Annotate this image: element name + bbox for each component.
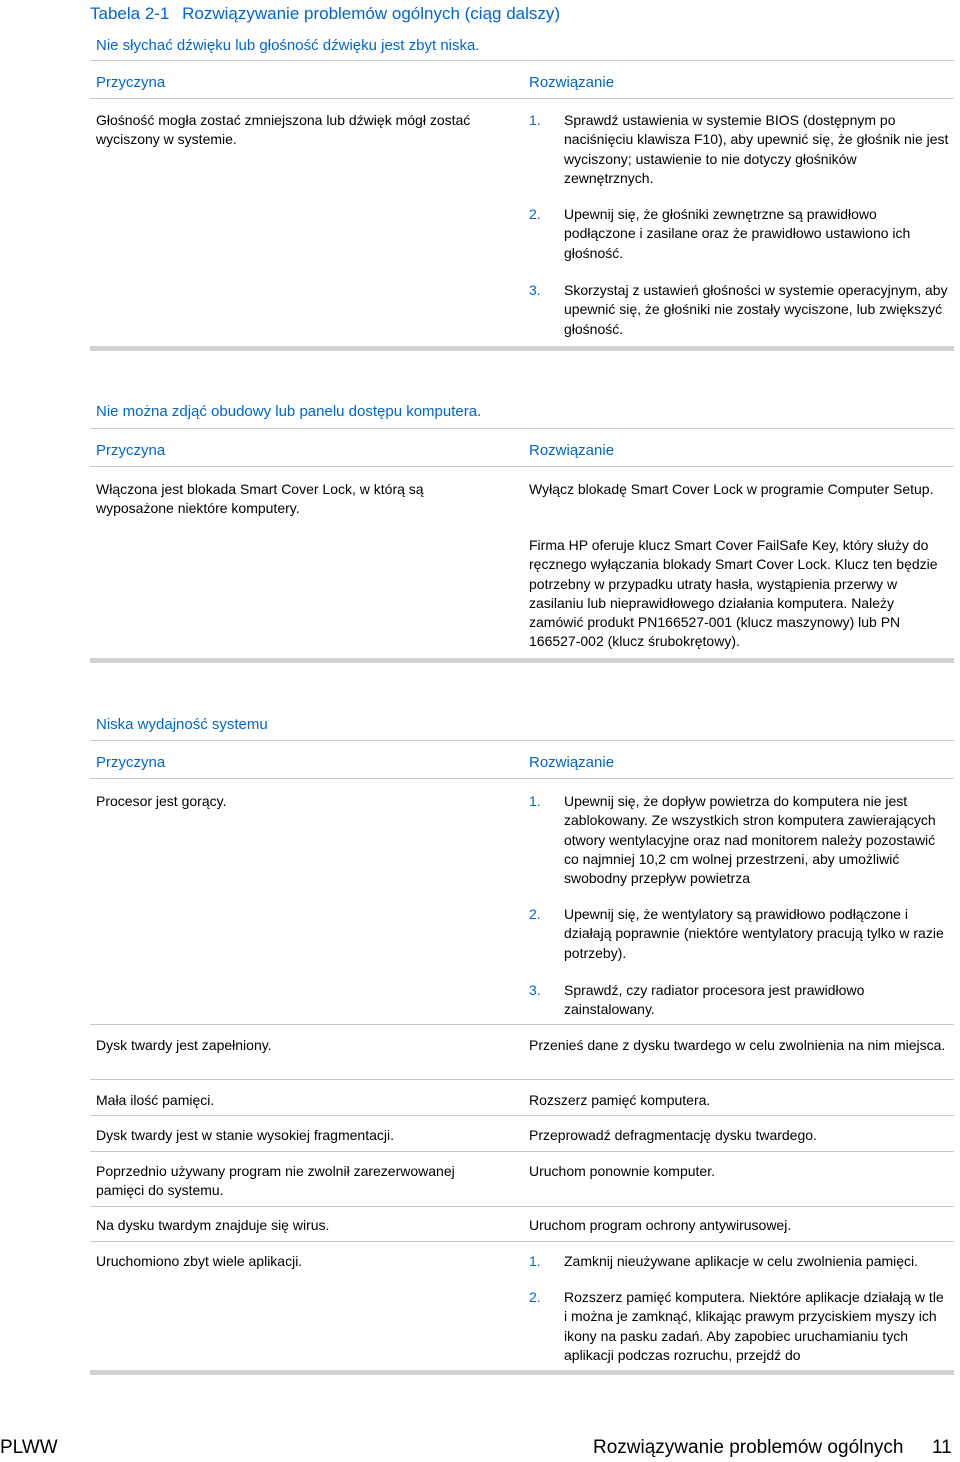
- solution-paragraph: Firma HP oferuje klucz Smart Cover FailSafe Key, który służy do ręcznego wyłączania blokady Smart Cover Lock. Klucz ten będzie potrzebny w przypadku utraty hasła, wystąpienia przerwy w zasilaniu lub nieprawidłowego działania komputera. Należy zamówić produkt PN166527-001 (klucz maszynowy) lub PN 166527-002 (klucz śrubokrętowy).: [529, 537, 938, 650]
- solution-step: [529, 792, 949, 888]
- row-divider: [90, 1151, 954, 1152]
- solution-step: [529, 1252, 949, 1271]
- divider: [90, 740, 954, 741]
- step-text: Zamknij nieużywane aplikacje w celu zwolnienia pamięci.: [564, 1253, 919, 1269]
- footer-left: PLWW: [0, 1437, 58, 1458]
- section-heading: Nie można zdjąć obudowy lub panelu dostępu komputera.: [96, 403, 482, 420]
- solution-cell: Rozszerz pamięć komputera.: [529, 1092, 711, 1108]
- divider: [90, 98, 954, 99]
- page-number: 11: [932, 1437, 952, 1458]
- section-bottom-rule: [90, 1370, 954, 1375]
- row-divider: [90, 1079, 954, 1080]
- cause-cell: Włączona jest blokada Smart Cover Lock, w którą są wyposażone niektóre komputery.: [96, 481, 424, 517]
- section-heading: Niska wydajność systemu: [96, 716, 268, 733]
- table-title: [90, 4, 560, 24]
- step-text: Rozszerz pamięć komputera. Niektóre aplikacje działają w tle i można je zamknąć, klikając prawym przyciskiem myszy ich ikony na pasku zadań. Aby zapobiec uruchamianiu tych aplikacji podczas rozruchu, przejdź do: [564, 1289, 944, 1363]
- step-text: Skorzystaj z ustawień głośności w systemie operacyjnym, aby upewnić się, że głośniki nie zostały wyciszone, lub zwiększyć głośność.: [564, 282, 948, 337]
- cause-cell: Na dysku twardym znajduje się wirus.: [96, 1217, 330, 1233]
- step-number: 1.: [529, 793, 541, 809]
- cause-cell: Dysk twardy jest w stanie wysokiej fragmentacji.: [96, 1127, 394, 1143]
- section-bottom-rule: [90, 346, 954, 351]
- row-divider: [90, 1241, 954, 1242]
- table-number: Tabela 2-1: [90, 4, 170, 23]
- footer-chapter: Rozwiązywanie problemów ogólnych: [593, 1437, 904, 1458]
- row-divider: [90, 1115, 954, 1116]
- solution-header: Rozwiązanie: [529, 442, 615, 459]
- step-text: Upewnij się, że głośniki zewnętrzne są prawidłowo podłączone i zasilane oraz że prawidłowo ustawiono ich głośność.: [564, 206, 911, 261]
- cause-cell: Procesor jest gorący.: [96, 793, 227, 809]
- cause-cell: Uruchomiono zbyt wiele aplikacji.: [96, 1253, 303, 1269]
- solution-step: [529, 981, 949, 1020]
- step-number: 1.: [529, 112, 541, 128]
- row-divider: [90, 1024, 954, 1025]
- step-number: 2.: [529, 906, 541, 922]
- table-title-text: Rozwiązywanie problemów ogólnych (ciąg dalszy): [182, 4, 561, 23]
- solution-step: [529, 1288, 949, 1365]
- cause-cell: Dysk twardy jest zapełniony.: [96, 1037, 272, 1053]
- solution-cell: Przeprowadź defragmentację dysku twardego.: [529, 1127, 817, 1143]
- solution-cell: Uruchom program ochrony antywirusowej.: [529, 1217, 792, 1233]
- solution-step: [529, 205, 949, 263]
- cause-header: Przyczyna: [96, 74, 166, 91]
- step-text: Upewnij się, że dopływ powietrza do komputera nie jest zablokowany. Ze wszystkich stron komputera zawierających otwory wentylacyjne oraz nad monitorem należy pozostawić co najmniej 10,2 cm wolnej przestrzeni, aby umożliwić swobodny przepływ powietrza: [564, 793, 936, 887]
- section-bottom-rule: [90, 658, 954, 663]
- step-text: Sprawdź, czy radiator procesora jest prawidłowo zainstalowany.: [564, 982, 865, 1018]
- step-text: Sprawdź ustawienia w systemie BIOS (dostępnym po naciśnięciu klawisza F10), aby upewnić się, że głośnik nie jest wyciszony; ustawienie to nie dotyczy głośników zewnętrznych.: [564, 112, 949, 186]
- solution-step: [529, 111, 949, 188]
- cause-header: Przyczyna: [96, 442, 166, 459]
- cause-cell: Mała ilość pamięci.: [96, 1092, 215, 1108]
- cause-cell: Głośność mogła zostać zmniejszona lub dźwięk mógł zostać wyciszony w systemie.: [96, 112, 471, 148]
- solution-paragraph: Wyłącz blokadę Smart Cover Lock w programie Computer Setup.: [529, 481, 934, 497]
- section-heading: Nie słychać dźwięku lub głośność dźwięku jest zbyt niska.: [96, 37, 480, 54]
- divider: [90, 778, 954, 779]
- step-text: Upewnij się, że wentylatory są prawidłowo podłączone i działają poprawnie (niektóre wentylatory pracują tylko w razie potrzeby).: [564, 906, 944, 961]
- cause-cell: Poprzednio używany program nie zwolnił zarezerwowanej pamięci do systemu.: [96, 1163, 455, 1199]
- divider: [90, 466, 954, 467]
- solution-step: [529, 281, 949, 339]
- cause-header: Przyczyna: [96, 754, 166, 771]
- row-divider: [90, 1206, 954, 1207]
- step-number: 2.: [529, 206, 541, 222]
- solution-step: [529, 905, 949, 963]
- step-number: 3.: [529, 982, 541, 998]
- solution-header: Rozwiązanie: [529, 754, 615, 771]
- divider: [90, 428, 954, 429]
- step-number: 1.: [529, 1253, 541, 1269]
- step-number: 2.: [529, 1289, 541, 1305]
- solution-cell: Przenieś dane z dysku twardego w celu zwolnienia na nim miejsca.: [529, 1037, 946, 1053]
- divider: [90, 60, 954, 61]
- step-number: 3.: [529, 282, 541, 298]
- solution-header: Rozwiązanie: [529, 74, 615, 91]
- solution-cell: Uruchom ponownie komputer.: [529, 1163, 715, 1179]
